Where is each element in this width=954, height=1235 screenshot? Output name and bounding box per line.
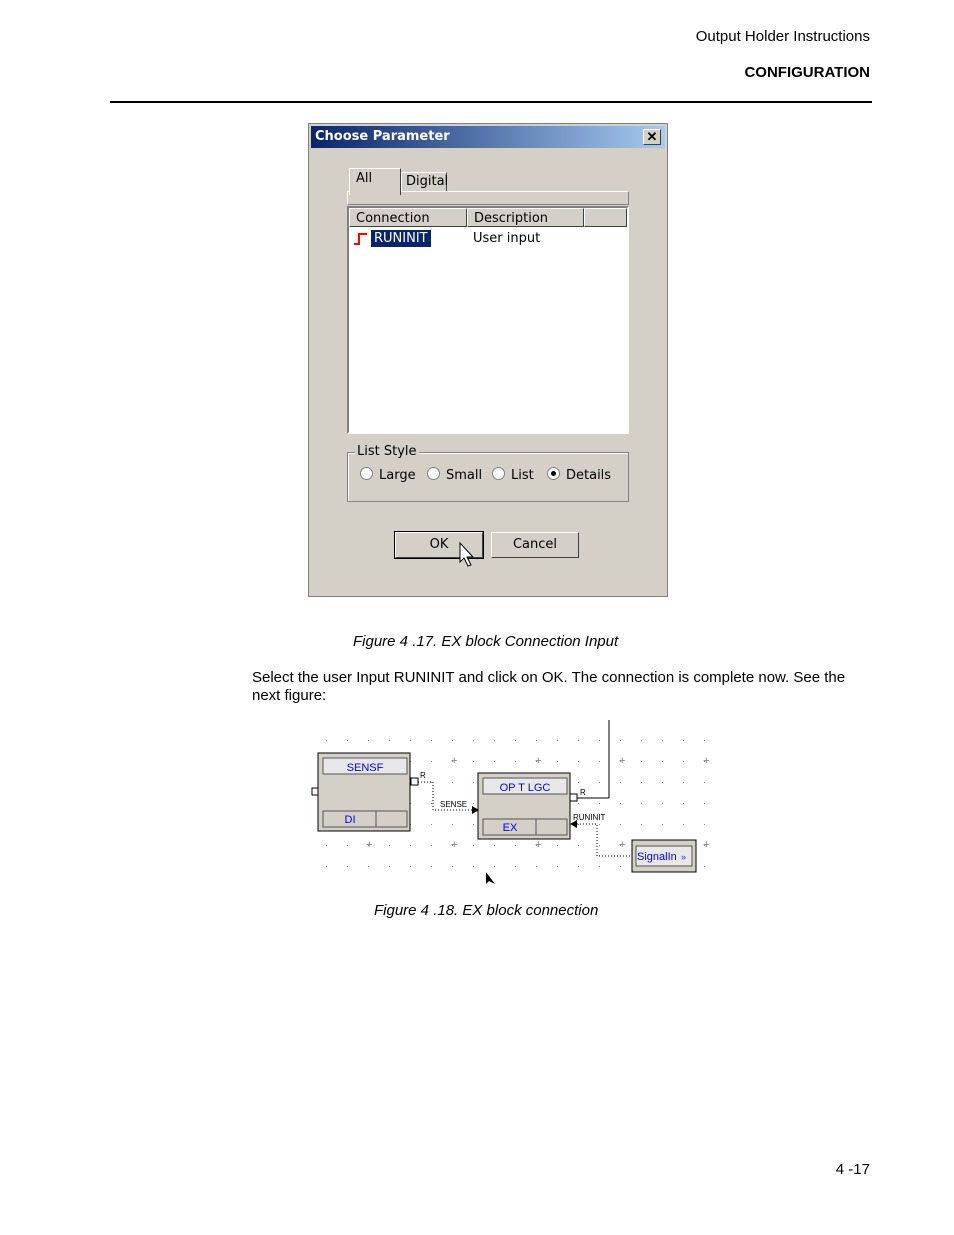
radio-circle-icon xyxy=(360,467,373,480)
radio-list-label: List xyxy=(511,468,534,483)
list-item-description: User input xyxy=(473,231,541,246)
radio-list[interactable] xyxy=(492,467,534,483)
svg-text:+: + xyxy=(703,839,710,851)
block-signal-in[interactable] xyxy=(632,840,696,872)
svg-text:+: + xyxy=(535,839,542,851)
svg-text:+: + xyxy=(703,755,710,767)
svg-text:+: + xyxy=(535,755,542,767)
tab-all[interactable]: All xyxy=(349,168,401,195)
list-style-label: List Style xyxy=(357,444,417,459)
label-sense: SENSE xyxy=(440,800,468,809)
header-rule xyxy=(110,101,872,103)
block-sensf-footer: DI xyxy=(344,814,356,826)
radio-small-label: Small xyxy=(446,468,483,483)
column-header-connection[interactable]: Connection xyxy=(349,208,467,227)
tab-digital[interactable]: Digital xyxy=(401,172,447,192)
column-header-description[interactable]: Description xyxy=(467,208,584,227)
body-paragraph: Select the user Input RUNINIT and click on OK. The connection is complete now. See the next figure: xyxy=(252,669,846,704)
digital-signal-icon xyxy=(353,232,369,246)
signal-chevron-icon: » xyxy=(681,852,687,862)
svg-text:+: + xyxy=(451,839,458,851)
figure-caption-1: Figure 4 .17. EX block Connection Input xyxy=(353,633,619,650)
mouse-pointer-icon xyxy=(459,542,475,568)
svg-text:+: + xyxy=(366,839,373,851)
label-runinit: RUNINIT xyxy=(573,813,606,822)
block-op-t-lgc-title: OP T LGC xyxy=(499,782,551,794)
column-header-empty[interactable] xyxy=(584,208,627,227)
svg-text:+: + xyxy=(619,755,626,767)
page-number: 4 -17 xyxy=(835,1161,870,1178)
radio-details[interactable] xyxy=(547,467,611,483)
running-header-section: CONFIGURATION xyxy=(744,64,870,81)
block-sensf[interactable] xyxy=(312,753,418,831)
close-icon: ✕ xyxy=(646,129,658,144)
svg-text:+: + xyxy=(619,839,626,851)
label-r-1: R xyxy=(420,771,426,780)
radio-selected-icon xyxy=(547,467,560,480)
list-item-connection[interactable]: RUNINIT xyxy=(371,230,431,247)
parameter-list[interactable] xyxy=(347,206,629,434)
running-header-title: Output Holder Instructions xyxy=(695,28,870,45)
block-op-t-lgc[interactable] xyxy=(478,773,577,839)
ex-block-diagram xyxy=(310,720,722,884)
list-style-group xyxy=(347,444,629,502)
cancel-button[interactable]: Cancel xyxy=(491,532,579,558)
dialog-titlebar[interactable] xyxy=(311,126,665,148)
radio-large[interactable] xyxy=(360,467,416,483)
svg-text:+: + xyxy=(451,755,458,767)
label-r-2: R xyxy=(580,788,586,797)
radio-large-label: Large xyxy=(379,468,416,483)
close-button[interactable] xyxy=(643,129,661,145)
radio-circle-icon xyxy=(492,467,505,480)
radio-details-label: Details xyxy=(566,468,612,483)
radio-small[interactable] xyxy=(427,467,482,483)
figure-caption-2: Figure 4 .18. EX block connection xyxy=(374,902,599,919)
block-sensf-title: SENSF xyxy=(346,762,384,774)
ok-button[interactable]: OK xyxy=(395,532,483,558)
dialog-title: Choose Parameter xyxy=(315,129,450,144)
radio-circle-icon xyxy=(427,467,440,480)
choose-parameter-dialog xyxy=(308,123,668,597)
block-op-t-lgc-footer: EX xyxy=(502,822,518,834)
block-signal-in-title: SignalIn xyxy=(637,851,677,863)
